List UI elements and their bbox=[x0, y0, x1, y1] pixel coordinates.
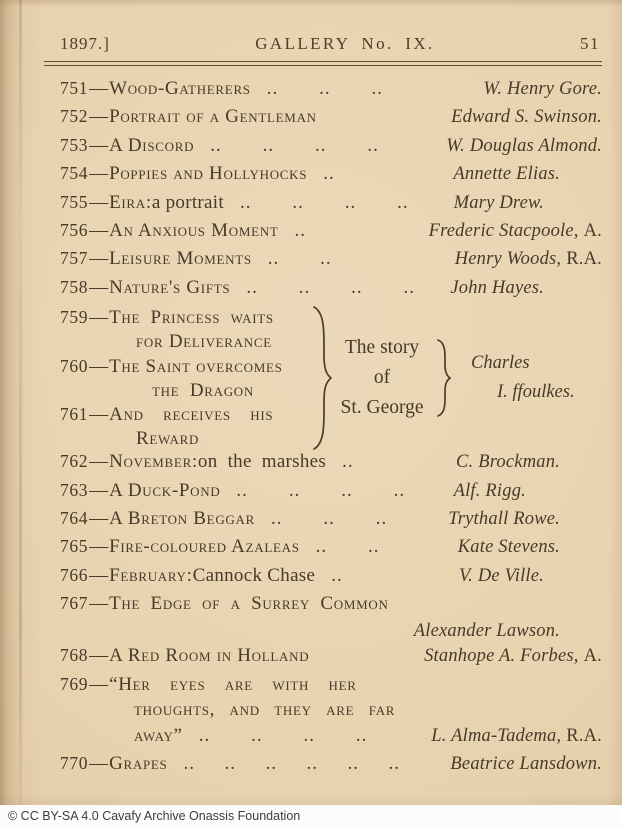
entry-number: 760 bbox=[60, 355, 89, 376]
entry-number: 767 bbox=[60, 593, 89, 614]
entry-number: 752 bbox=[60, 106, 89, 127]
group-author-brace-icon bbox=[436, 338, 451, 418]
artist-honorific: A. bbox=[583, 646, 602, 667]
entry-title: An Anxious Moment bbox=[109, 219, 279, 241]
dot-leaders: .. bbox=[294, 219, 306, 241]
entry-title: “Her eyes are with her bbox=[109, 673, 357, 695]
entry-number: 758 bbox=[60, 276, 89, 297]
artist-name: Frederic Stacpoole, bbox=[428, 220, 579, 241]
group-brace-icon bbox=[312, 305, 332, 451]
artist-name: Charles bbox=[471, 353, 530, 374]
entry-number: 765 bbox=[60, 536, 89, 557]
entry-artist: Beatrice Lansdown. bbox=[450, 753, 602, 774]
catalogue-entry-764 bbox=[60, 508, 602, 536]
artist-honorific: A. bbox=[583, 220, 602, 241]
catalogue-entry-761 bbox=[60, 403, 312, 426]
entry-artist: Trythall Rowe. bbox=[448, 508, 560, 529]
entry-dash: — bbox=[89, 645, 109, 667]
dot-leaders: .. .. .. .. bbox=[198, 724, 368, 746]
entry-number: 753 bbox=[60, 134, 89, 155]
entry-artist: Mary Drew. bbox=[453, 192, 544, 213]
entry-number: 754 bbox=[60, 163, 89, 184]
entry-title: Wood-Gatherers bbox=[109, 78, 251, 99]
catalogue-entry-767-artist-line bbox=[60, 621, 602, 645]
catalogue-entry-757 bbox=[60, 248, 602, 276]
entry-group-st-george bbox=[60, 305, 602, 451]
dot-leaders: .. .. .. bbox=[266, 78, 384, 99]
catalogue-entries bbox=[60, 78, 602, 781]
dot-leaders: .. bbox=[342, 451, 354, 473]
entry-dash: — bbox=[89, 451, 109, 473]
entry-title: Portrait of a Gentleman bbox=[109, 106, 317, 128]
dot-leaders: .. .. .. .. bbox=[239, 191, 409, 213]
artist-name: L. Alma-Tadema, bbox=[431, 725, 562, 746]
catalogue-entry-769 bbox=[60, 674, 602, 700]
catalogue-entry-768 bbox=[60, 645, 602, 673]
catalogue-entry-766 bbox=[60, 565, 602, 593]
entry-number: 751 bbox=[60, 78, 89, 98]
catalogue-entry-770 bbox=[60, 753, 602, 781]
entry-dash: — bbox=[89, 78, 109, 99]
artist-name: Stanhope A. Forbes, bbox=[424, 646, 579, 667]
entry-title-continued: Reward bbox=[136, 428, 200, 450]
entry-dash: — bbox=[89, 219, 109, 241]
catalogue-entry-753 bbox=[60, 135, 602, 163]
entry-number: 763 bbox=[60, 479, 89, 500]
entry-number: 755 bbox=[60, 191, 89, 212]
entry-artist bbox=[424, 646, 602, 667]
entry-number: 756 bbox=[60, 219, 89, 240]
catalogue-entry-759 bbox=[60, 306, 312, 329]
entry-dash: — bbox=[89, 307, 109, 329]
dot-leaders: .. bbox=[323, 163, 335, 185]
group-label-line: St. George bbox=[340, 397, 424, 419]
entry-dash: — bbox=[89, 479, 109, 501]
group-titles bbox=[60, 305, 312, 451]
entry-artist: W. Henry Gore. bbox=[483, 79, 602, 99]
header-divider-rule bbox=[44, 61, 602, 66]
catalogue-entry-758 bbox=[60, 277, 602, 305]
entry-title: Poppies and Hollyhocks bbox=[109, 163, 308, 185]
entry-title-continued: thoughts, and they are far bbox=[134, 699, 396, 721]
entry-dash: — bbox=[89, 536, 109, 558]
entry-title: Eira: bbox=[109, 191, 152, 213]
entry-artist: V. De Ville. bbox=[459, 565, 544, 586]
entry-dash: — bbox=[89, 134, 109, 156]
entry-title: A Breton Beggar bbox=[109, 507, 255, 529]
artist-honorific: R.A. bbox=[566, 249, 602, 270]
catalogue-entry-760 bbox=[60, 355, 312, 378]
entry-artist bbox=[431, 726, 602, 747]
entry-title: Nature's Gifts bbox=[109, 276, 231, 298]
artist-honorific: R.A. bbox=[566, 725, 602, 746]
binding-crease bbox=[19, 0, 22, 805]
entry-title-continued: away” bbox=[134, 724, 183, 746]
entry-title: A Duck-Pond bbox=[109, 479, 221, 501]
dot-leaders: .. .. .. .. bbox=[236, 479, 406, 501]
license-credit-text: © CC BY-SA 4.0 Cavafy Archive Onassis Foundation bbox=[8, 809, 301, 823]
catalogue-entry-769-line3 bbox=[60, 725, 602, 753]
entry-title: The Saint overcomes bbox=[109, 355, 283, 377]
catalogue-entry-755 bbox=[60, 192, 602, 220]
entry-number: 762 bbox=[60, 451, 89, 472]
entry-number: 759 bbox=[60, 307, 89, 328]
entry-title: Grapes bbox=[109, 752, 168, 774]
entry-artist bbox=[455, 249, 602, 270]
entry-dash: — bbox=[89, 593, 109, 615]
catalogue-entry-765 bbox=[60, 536, 602, 564]
header-year: 1897.] bbox=[60, 34, 110, 53]
entry-dash: — bbox=[89, 355, 109, 377]
artist-name: Henry Woods, bbox=[454, 249, 562, 270]
group-label bbox=[332, 305, 432, 451]
dot-leaders: .. .. .. bbox=[270, 507, 388, 529]
entry-artist: Alexander Lawson. bbox=[413, 621, 560, 642]
running-head bbox=[60, 34, 600, 54]
catalogue-entry-751 bbox=[60, 78, 602, 106]
page-title: GALLERY No. IX. bbox=[255, 34, 435, 53]
catalogue-entry-754 bbox=[60, 163, 602, 191]
entry-dash: — bbox=[89, 163, 109, 185]
entry-dash: — bbox=[89, 248, 109, 270]
dot-leaders: .. .. bbox=[315, 536, 380, 558]
entry-dash: — bbox=[89, 752, 109, 774]
entry-title: Leisure Moments bbox=[109, 248, 252, 270]
entry-title-subtitle: on the marshes bbox=[197, 451, 327, 473]
entry-dash: — bbox=[89, 191, 109, 213]
entry-dash: — bbox=[89, 673, 109, 695]
entry-number: 768 bbox=[60, 645, 89, 666]
entry-dash: — bbox=[89, 403, 109, 425]
catalogue-entry-767 bbox=[60, 593, 602, 621]
entry-dash: — bbox=[89, 106, 109, 128]
entry-artist bbox=[429, 221, 602, 242]
entry-artist: Alf. Rigg. bbox=[453, 480, 526, 501]
entry-number: 764 bbox=[60, 507, 89, 528]
dot-leaders: .. .. .. .. bbox=[210, 134, 379, 156]
entry-number: 757 bbox=[60, 248, 89, 269]
entry-title: And receives his bbox=[109, 403, 274, 425]
entry-title: The Princess waits bbox=[109, 307, 274, 329]
entry-title: A Red Room in Holland bbox=[109, 645, 310, 667]
entry-artist: Annette Elias. bbox=[453, 164, 560, 185]
dot-leaders: .. .. bbox=[267, 248, 332, 270]
entry-title: Fire-coloured Azaleas bbox=[109, 536, 300, 558]
entry-title: A Discord bbox=[109, 134, 195, 156]
header-page-number: 51 bbox=[579, 34, 600, 53]
entry-title-continued: the Dragon bbox=[152, 379, 254, 401]
entry-title-subtitle: Cannock Chase bbox=[192, 564, 316, 586]
entry-number: 766 bbox=[60, 564, 89, 585]
entry-number: 769 bbox=[60, 673, 89, 694]
entry-title: November: bbox=[109, 451, 198, 473]
entry-title-subtitle: a portrait bbox=[151, 191, 224, 213]
license-credit-bar bbox=[0, 805, 622, 827]
artist-name: I. ffoulkes. bbox=[497, 382, 575, 403]
group-label-line: of bbox=[373, 367, 391, 389]
entry-dash: — bbox=[89, 564, 109, 586]
entry-title: The Edge of a Surrey Common bbox=[109, 593, 389, 615]
entry-number: 761 bbox=[60, 403, 89, 424]
entry-title-continued: for Deliverance bbox=[136, 331, 272, 353]
entry-title: February: bbox=[109, 564, 193, 586]
entry-artist: Kate Stevens. bbox=[457, 537, 560, 558]
entry-number: 770 bbox=[60, 752, 89, 773]
catalogue-entry-752 bbox=[60, 106, 602, 134]
group-artist bbox=[471, 305, 575, 451]
dot-leaders: .. .. .. .. bbox=[246, 276, 416, 298]
catalogue-entry-762 bbox=[60, 451, 602, 479]
entry-artist: C. Brockman. bbox=[456, 452, 560, 473]
catalogue-entry-756 bbox=[60, 220, 602, 248]
group-label-line: The story bbox=[344, 337, 420, 359]
entry-artist: John Hayes. bbox=[450, 277, 544, 298]
dot-leaders: .. .. .. .. .. .. bbox=[183, 752, 400, 774]
dot-leaders: .. bbox=[331, 564, 343, 586]
catalogue-entry-763 bbox=[60, 480, 602, 508]
entry-dash: — bbox=[89, 276, 109, 298]
entry-dash: — bbox=[89, 507, 109, 529]
catalogue-entry-769-line2 bbox=[60, 699, 602, 725]
entry-artist: Edward S. Swinson. bbox=[451, 107, 602, 128]
entry-artist: W. Douglas Almond. bbox=[446, 135, 602, 156]
